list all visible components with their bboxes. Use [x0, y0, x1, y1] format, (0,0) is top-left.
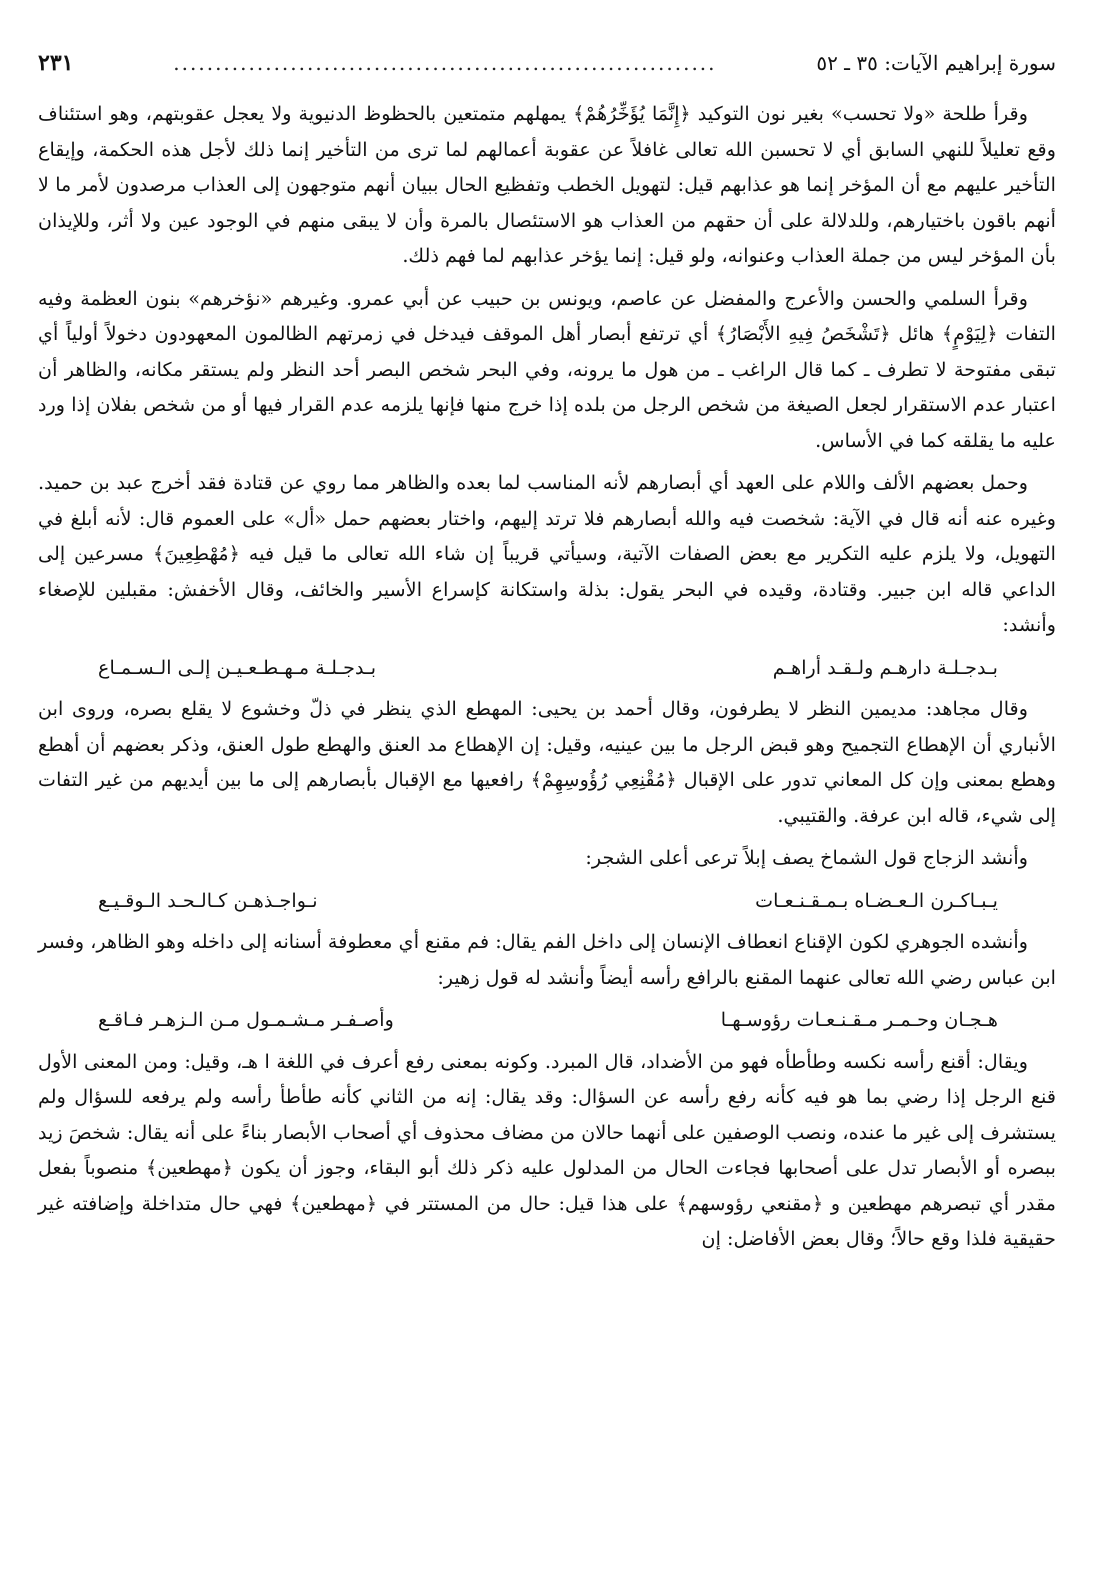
paragraph: وقرأ طلحة «ولا تحسب» بغير نون التوكيد ﴿إِنَّمَا يُؤَخِّرُهُمْ﴾ يمهلهم متمتعين بالحظوظ الدنيوية ولا يعجل عقوبتهم، وهو استئناف وقع تعليلاً للنهي السابق أي لا تحسبن الله تعالى غافلاً عن عقوبة أعمالهم لما ترى من التأخير إنما ذلك لأجل هذه الحكمة، وإيقاع التأخير عليهم مع أن المؤخر إنما هو عذابهم قيل: لتهويل الخطب وتفظيع الحال ببيان أنهم متوجهون إلى العذاب مرصدون لأمر ما لا أنهم باقون باختيارهم، وللدلالة على أن حقهم من العذاب هو الاستئصال بالمرة وأن لا يبقى منهم في الوجود عين ولا أثر، وللإيذان بأن المؤخر ليس من جملة العذاب وعنوانه، ولو قيل: إنما يؤخر عذابهم لما فهم ذلك. [38, 102, 1056, 267]
verse-first-hemistich: هـجـان وحـمـر مـقـنـعـات رؤوسـهـا [720, 1008, 998, 1031]
verse-second-hemistich: نـواجـذهـن كـالـحـد الـوقـيـع [98, 888, 318, 912]
paragraph: وقرأ السلمي والحسن والأعرج والمفضل عن عاصم، ويونس بن حبيب عن أبي عمرو. وغيرهم «نؤخرهم» بنون العظمة وفيه التفات ﴿لِيَوْمٍ﴾ هائل ﴿تَشْخَصُ فِيهِ الأَبْصَارُ﴾ أي ترتفع أبصار أهل الموقف فيدخل في زمرتهم الظالمون المعهودون دخولاً أولياً أي تبقى مفتوحة لا تطرف ـ كما قال الراغب ـ من هول ما يرونه، وفي البحر شخص البصر أحد النظر ولم يستقر مكانه، والظاهر أن اعتبار عدم الاستقرار لجعل الصيغة من شخص الرجل من بلده إذا خرج منها فإنها يلزمه عدم القرار فيها أو من شخص بفلان إذا ورد عليه ما يقلقه كما في الأساس. [38, 286, 1056, 452]
verse-first-hemistich: بـدجـلـة دارهـم ولـقـد أراهـم [772, 655, 998, 679]
paragraph: ويقال: أقنع رأسه نكسه وطأطأه فهو من الأضداد، قال المبرد. وكونه بمعنى رفع أعرف في اللغة ا هـ، وقيل: ومن المعنى الأول قنع الرجل إذا رضي بما هو فيه كأنه رفع رأسه عن السؤال: وقد يقال: إنه من الثاني كأنه طأطأ رأسه ولم يرفعه للسؤال ولم يستشرف إلى غير ما عنده، ونصب الوصفين على أنهما حالان من مضاف محذوف أي أصحاب الأبصار بناءً على أنه يقال: شخصَ زيد ببصره أو الأبصار تدل على أصحابها فجاءت الحال من المدلول عليه ذكر ذلك أبو البقاء، وجوز أن يكون ﴿مهطعين﴾ منصوباً بفعل مقدر أي تبصرهم مهطعين و ﴿مقنعي رؤوسهم﴾ على هذا قيل: حال من المستتر في ﴿مهطعين﴾ فهي حال متداخلة وإضافته غير حقيقية فلذا وقع حالاً؛ وقال بعض الأفاضل: إن [38, 1049, 1056, 1250]
poetry-verse [38, 883, 1056, 919]
page-number: ٢٣١ [38, 50, 74, 76]
verse-second-hemistich: وأصـفـر مـشـمـول مـن الـزهـر فـاقـع [98, 1008, 394, 1031]
poetry-verse [38, 1002, 1056, 1038]
surah-title: سورة إبراهيم الآيات: ٣٥ ـ ٥٢ [816, 51, 1056, 75]
paragraph: وقال مجاهد: مديمين النظر لا يطرفون، وقال أحمد بن يحيى: المهطع الذي ينظر في ذلّ وخشوع لا يقلع بصره، وروى ابن الأنباري أن الإهطاع التجميح وهو قبض الرجل ما بين عينيه، وقيل: إن الإهطاع مد العنق والهطع طول العنق، وذكر بعضهم أن أهطع وهطع بمعنى وإن كل المعاني تدور على الإقبال ﴿مُقْنِعِي رُؤُوسِهِمْ﴾ رافعيها مع الإقبال بأبصارهم إلى ما بين أيديهم من غير التفات إلى شيء، قاله ابن عرفة. والقتيبي. [38, 697, 1056, 827]
paragraph: وحمل بعضهم الألف واللام على العهد أي أبصارهم لأنه المناسب لما بعده والظاهر مما روي عن قتادة فقد أخرج عبد بن حميد. وغيره عنه أنه قال في الآية: شخصت فيه والله أبصارهم فلا ترتد إليهم، واختار بعضهم حمل «أل» على العموم قال: لأنه أبلغ في التهويل، ولا يلزم عليه التكرير مع بعض الصفات الآتية، وسيأتي قريباً إن شاء الله تعالى ما قيل فيه ﴿مُهْطِعِينَ﴾ مسرعين إلى الداعي قاله ابن جبير. وقتادة، وقيده في البحر يقول: بذلة واستكانة كإسراع الأسير والخائف، وقال الأخفش: مقبلين للإصغاء وأنشد: [38, 471, 1056, 636]
running-header [38, 50, 1056, 82]
verse-second-hemistich: بـدجـلـة مـهـطـعـيـن إلـى الـسـمـاع [98, 655, 377, 679]
verse-first-hemistich: يـبـاكـرن الـعـضـاه بـمـقـنـعـات [755, 888, 998, 912]
book-page [38, 50, 1056, 1264]
leader-dots: ................................................................. [173, 51, 717, 75]
body-text [38, 96, 1056, 1257]
paragraph: وأنشده الجوهري لكون الإقناع انعطاف الإنسان إلى داخل الفم يقال: فم مقنع أي معطوفة أسنانه إلى داخله وهو الظاهر، وفسر ابن عباس رضي الله تعالى عنهما المقنع بالرافع رأسه أيضاً وأنشد له قول زهير: [38, 930, 1056, 989]
poetry-verse [38, 650, 1056, 686]
paragraph: وأنشد الزجاج قول الشماخ يصف إبلاً ترعى أعلى الشجر: [585, 846, 1028, 869]
